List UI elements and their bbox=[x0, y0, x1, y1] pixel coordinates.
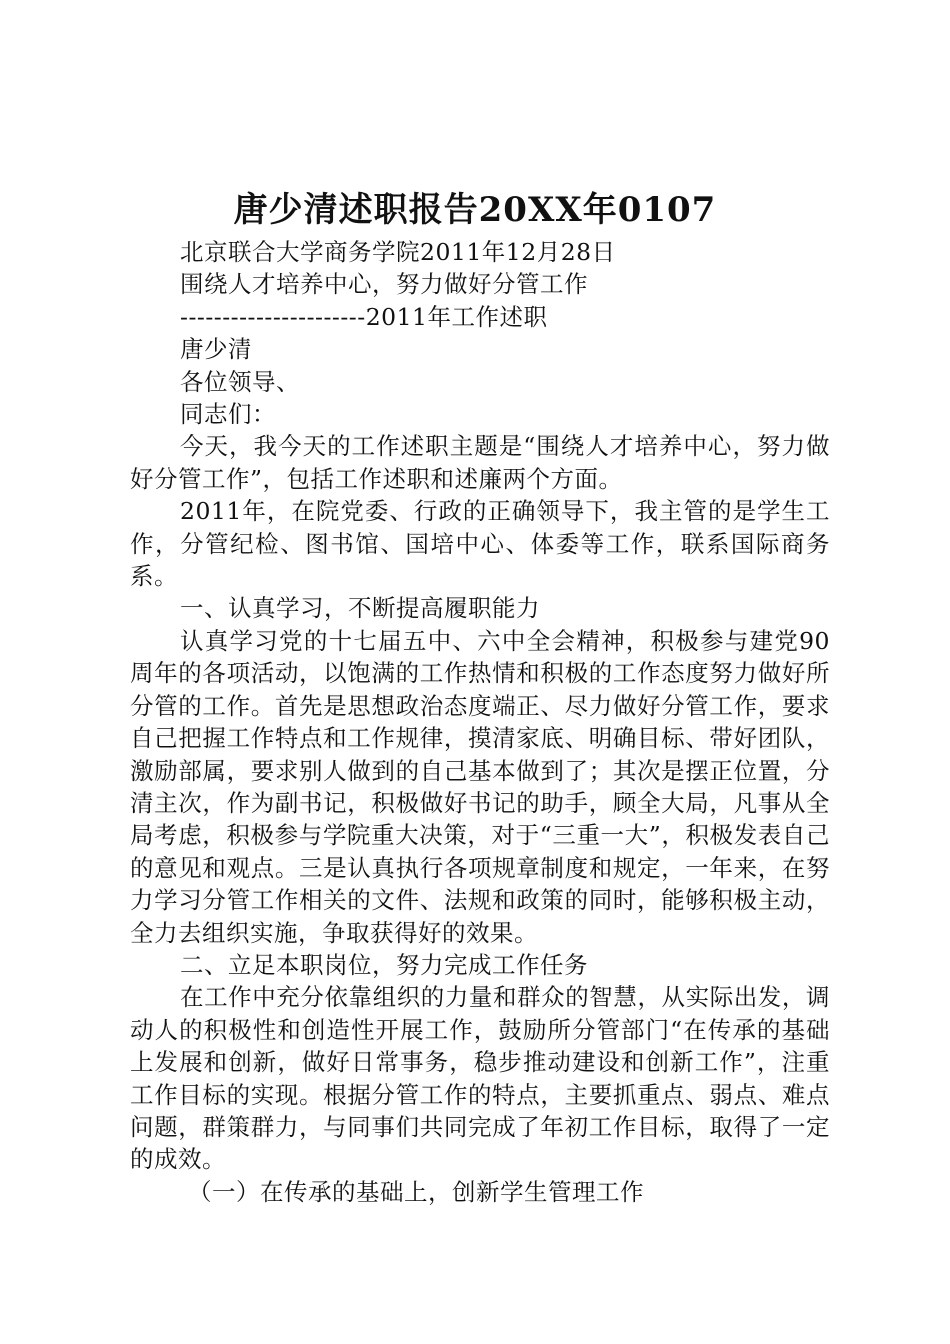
paragraph-subtitle-suffix: ----------------------2011年工作述职 bbox=[180, 302, 548, 331]
section-heading-1: 一、认真学习，不断提高履职能力 bbox=[180, 594, 540, 623]
document-body bbox=[130, 236, 830, 1208]
subsection-heading-1: （一）在传承的基础上，创新学生管理工作 bbox=[188, 1177, 644, 1206]
document-title: 唐少清述职报告20XX年0107 bbox=[233, 190, 717, 230]
paragraph-overview: 2011年，在院党委、行政的正确领导下，我主管的是学生工作，分管纪检、图书馆、国培中心、体委等工作，联系国际商务系。 bbox=[130, 497, 830, 591]
section-heading-2: 二、立足本职岗位，努力完成工作任务 bbox=[180, 950, 588, 979]
paragraph-intro: 今天，我今天的工作述职主题是“围绕人才培养中心，努力做好分管工作”，包括工作述职和述廉两个方面。 bbox=[130, 432, 830, 493]
paragraph-subtitle: 围绕人才培养中心，努力做好分管工作 bbox=[180, 270, 588, 299]
paragraph-author: 唐少清 bbox=[180, 335, 252, 364]
paragraph-salutation-leaders: 各位领导、 bbox=[180, 367, 300, 396]
paragraph-section-1-body: 认真学习党的十七届五中、六中全会精神，积极参与建党90周年的各项活动，以饱满的工作热情和积极的工作态度努力做好所分管的工作。首先是思想政治态度端正、尽力做好分管工作，要求自己把握工作特点和工作规律，摸清家底、明确目标、带好团队，激励部属，要求别人做到的自己基本做到了；其次是摆正位置，分清主次，作为副书记，积极做好书记的助手，顾全大局，凡事从全局考虑，积极参与学院重大决策，对于“三重一大”，积极发表自己的意见和观点。三是认真执行各项规章制度和规定，一年来，在努力学习分管工作相关的文件、法规和政策的同时，能够积极主动，全力去组织实施，争取获得好的效果。 bbox=[130, 626, 830, 947]
paragraph-org-date: 北京联合大学商务学院2011年12月28日 bbox=[180, 238, 616, 266]
paragraph-section-2-body: 在工作中充分依靠组织的力量和群众的智慧，从实际出发，调动人的积极性和创造性开展工作，鼓励所分管部门“在传承的基础上发展和创新，做好日常事务，稳步推动建设和创新工作”，注重工作目标的实现。根据分管工作的特点，主要抓重点、弱点、难点问题，群策群力，与同事们共同完成了年初工作目标，取得了一定的成效。 bbox=[130, 983, 830, 1174]
paragraph-salutation-comrades: 同志们： bbox=[180, 400, 276, 429]
